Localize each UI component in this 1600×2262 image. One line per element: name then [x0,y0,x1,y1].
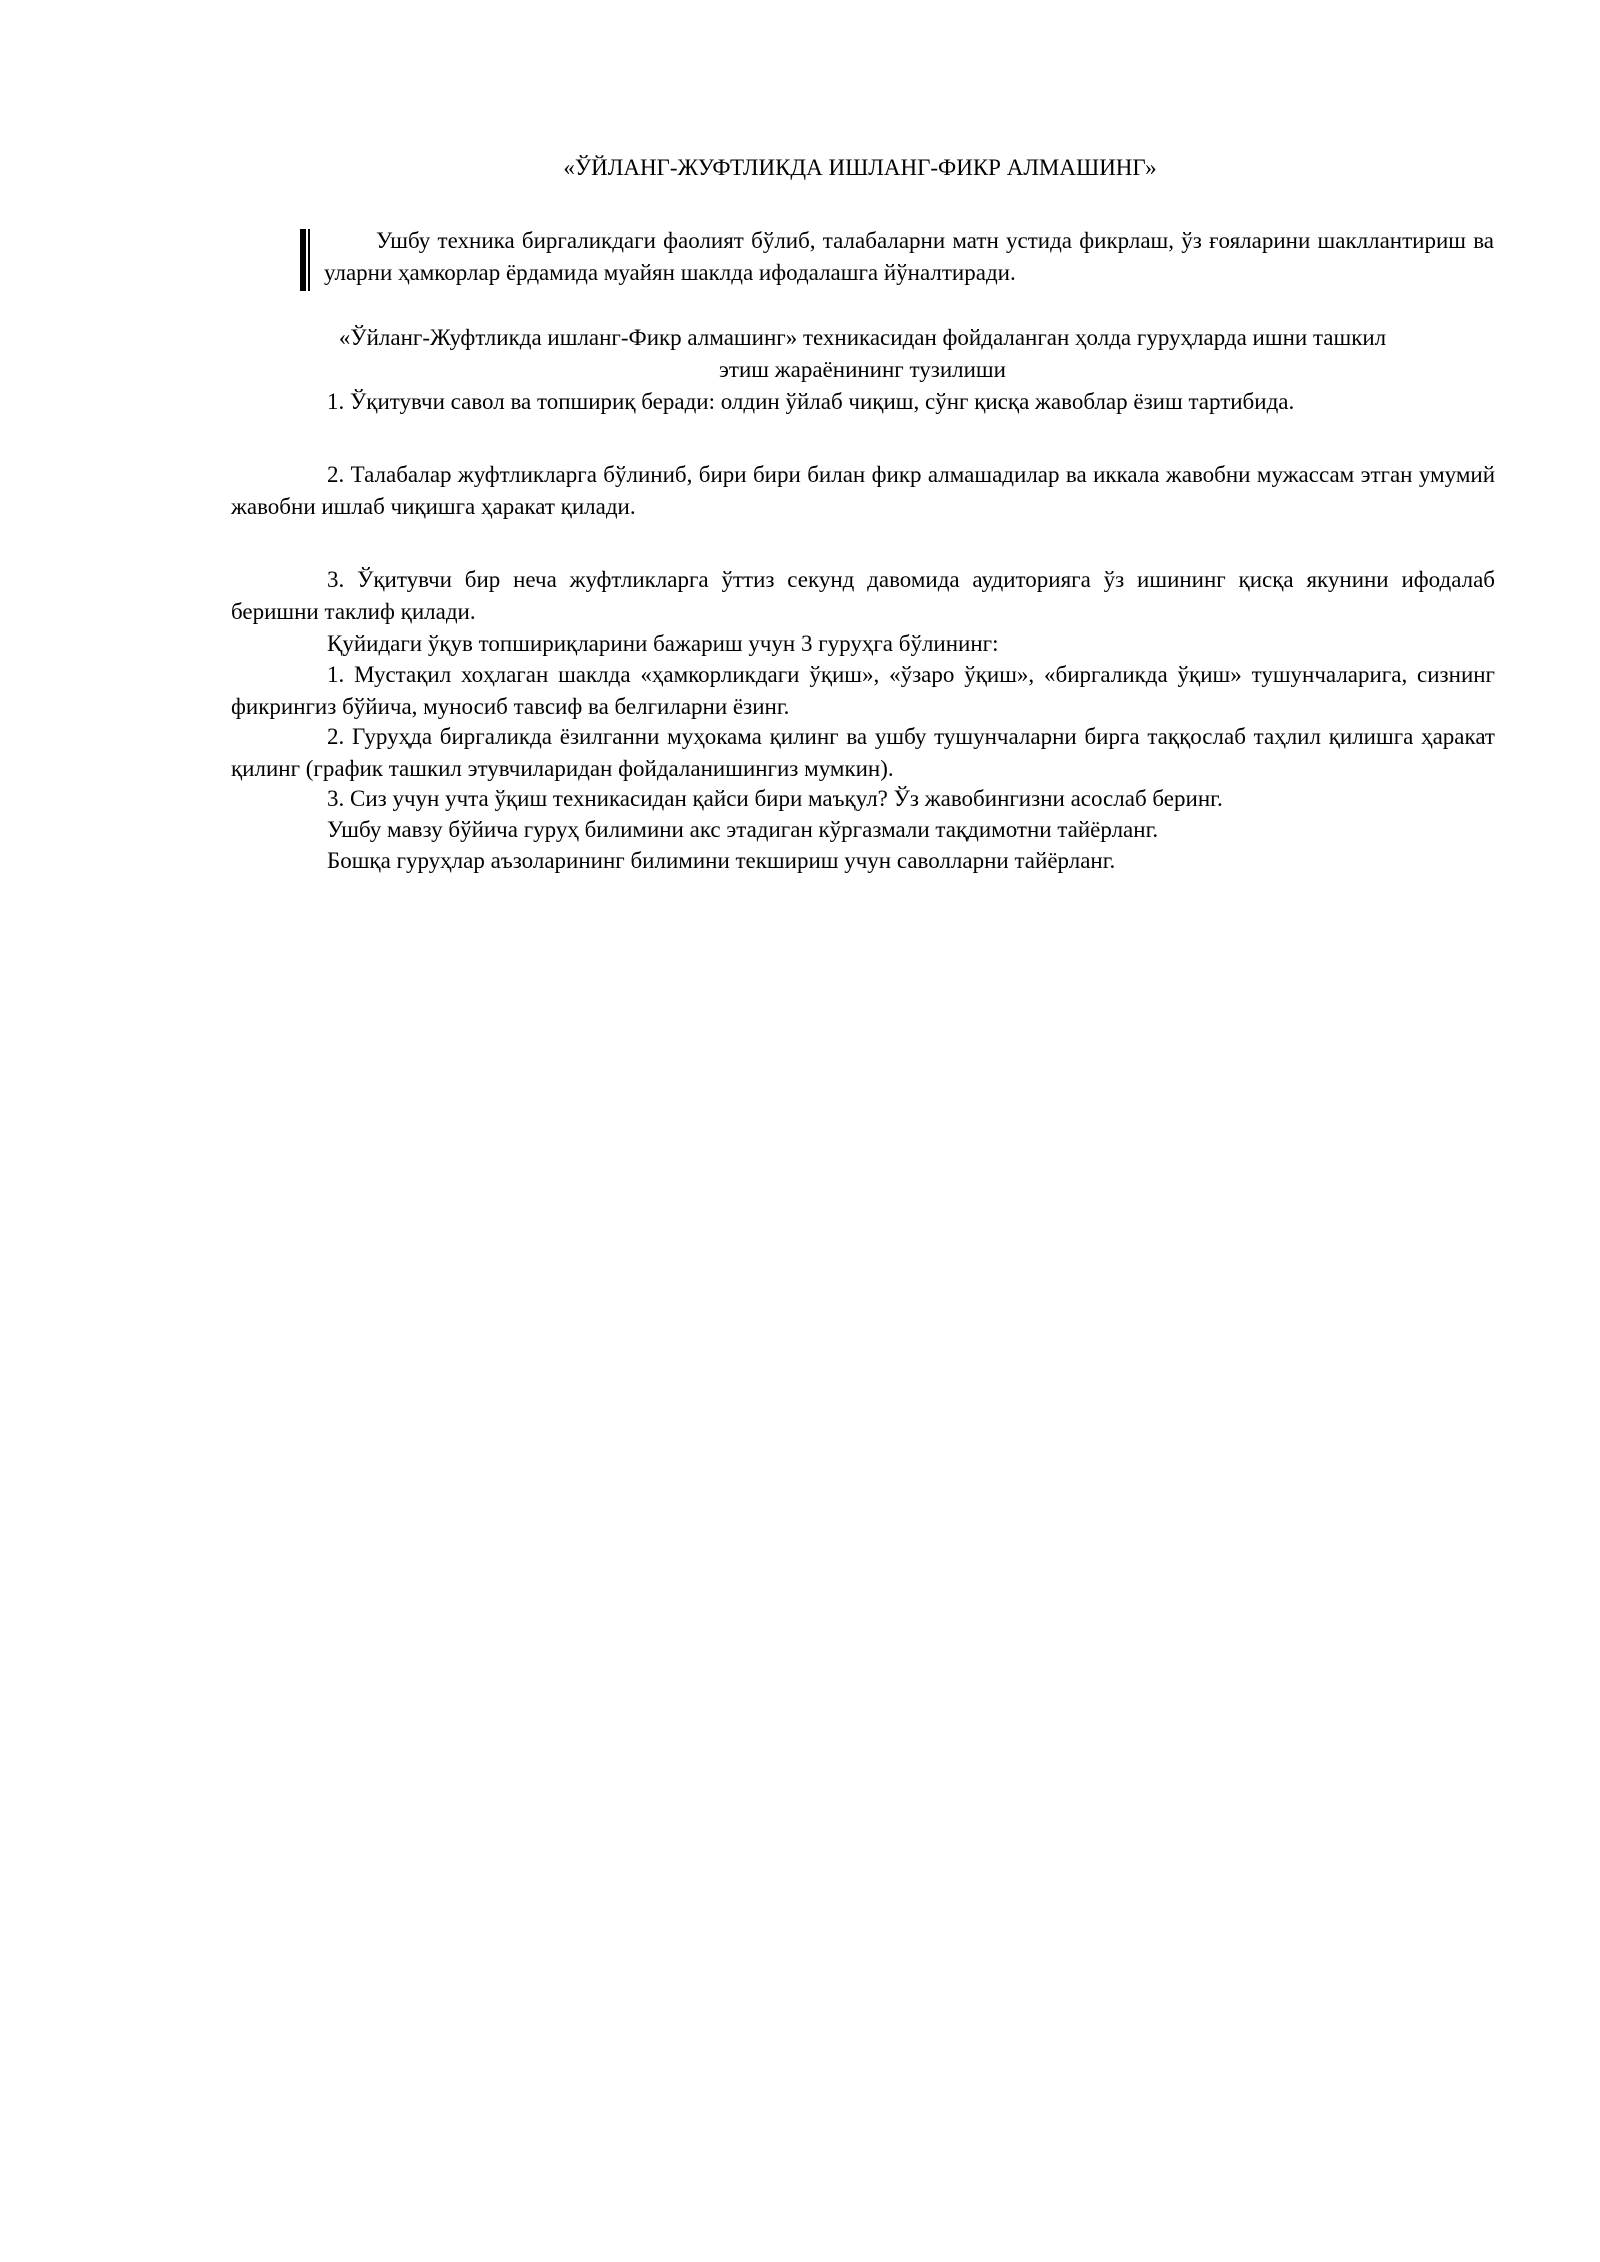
paragraph-groups-intro: Қуйидаги ўқув топшириқларини бажариш учун 3 гуруҳга бўлининг: [327,631,999,656]
paragraph-task-2: 2. Гуруҳда биргаликда ёзилганни муҳокама қилинг ва ушбу тушунчаларни бирга таққослаб таҳлил қилишга ҳаракат қилинг (график ташкил этувчиларидан фойдаланишингиз мумкин). [231,724,1495,781]
section-subtitle [230,322,1495,386]
quote-bar [300,229,310,291]
paragraph-task-3: 3. Сиз учун учта ўқиш техникасидан қайси бири маъқул? Ўз жавобингизни асослаб беринг. [327,786,1223,811]
document-title: «ЎЙЛАНГ-ЖУФТЛИКДА ИШЛАНГ-ФИКР АЛМАШИНГ» [563,155,1157,180]
subtitle-line-2: этиш жараёнининг тузилиши [719,357,1006,382]
paragraph-step-2: 2. Талабалар жуфтликларга бўлиниб, бири бири билан фикр алмашадилар ва иккала жавобни мужассам этган умумий жавобни ишлаб чиқишга ҳаракат қилади. [231,462,1495,519]
paragraph-step-1: 1. Ўқитувчи савол ва топшириқ беради: олдин ўйлаб чиқиш, сўнг қисқа жавоблар ёзиш тартибида. [327,389,1295,414]
paragraph-task-1: 1. Мустақил хоҳлаган шаклда «ҳамкорликдаги ўқиш», «ўзаро ўқиш», «биргаликда ўқиш» тушунчаларига, сизнинг фикрингиз бўйича, муносиб тавсиф ва белгиларни ёзинг. [231,662,1495,719]
paragraph-step-3: 3. Ўқитувчи бир неча жуфтликларга ўттиз секунд давомида аудиторияга ўз ишининг қисқа якунини ифодалаб беришни таклиф қилади. [231,567,1495,624]
quote-text: Ушбу техника биргаликдаги фаолият бўлиб, талабаларни матн устида фикрлаш, ўз ғояларини шакллантириш ва уларни ҳамкорлар ёрдамида муайян шаклда ифодалашга йўналтиради. [324,228,1494,285]
quote-block [300,225,1500,293]
paragraph-questions: Бошқа гуруҳлар аъзоларининг билимини текшириш учун саволларни тайёрланг. [327,848,1116,873]
paragraph-presentation: Ушбу мавзу бўйича гуруҳ билимини акс этадиган кўргазмали тақдимотни тайёрланг. [327,817,1159,842]
subtitle-line-1: «Ўйланг-Жуфтликда ишланг-Фикр алмашинг» техникасидан фойдаланган ҳолда гуруҳларда ишни ташкил [338,325,1387,350]
